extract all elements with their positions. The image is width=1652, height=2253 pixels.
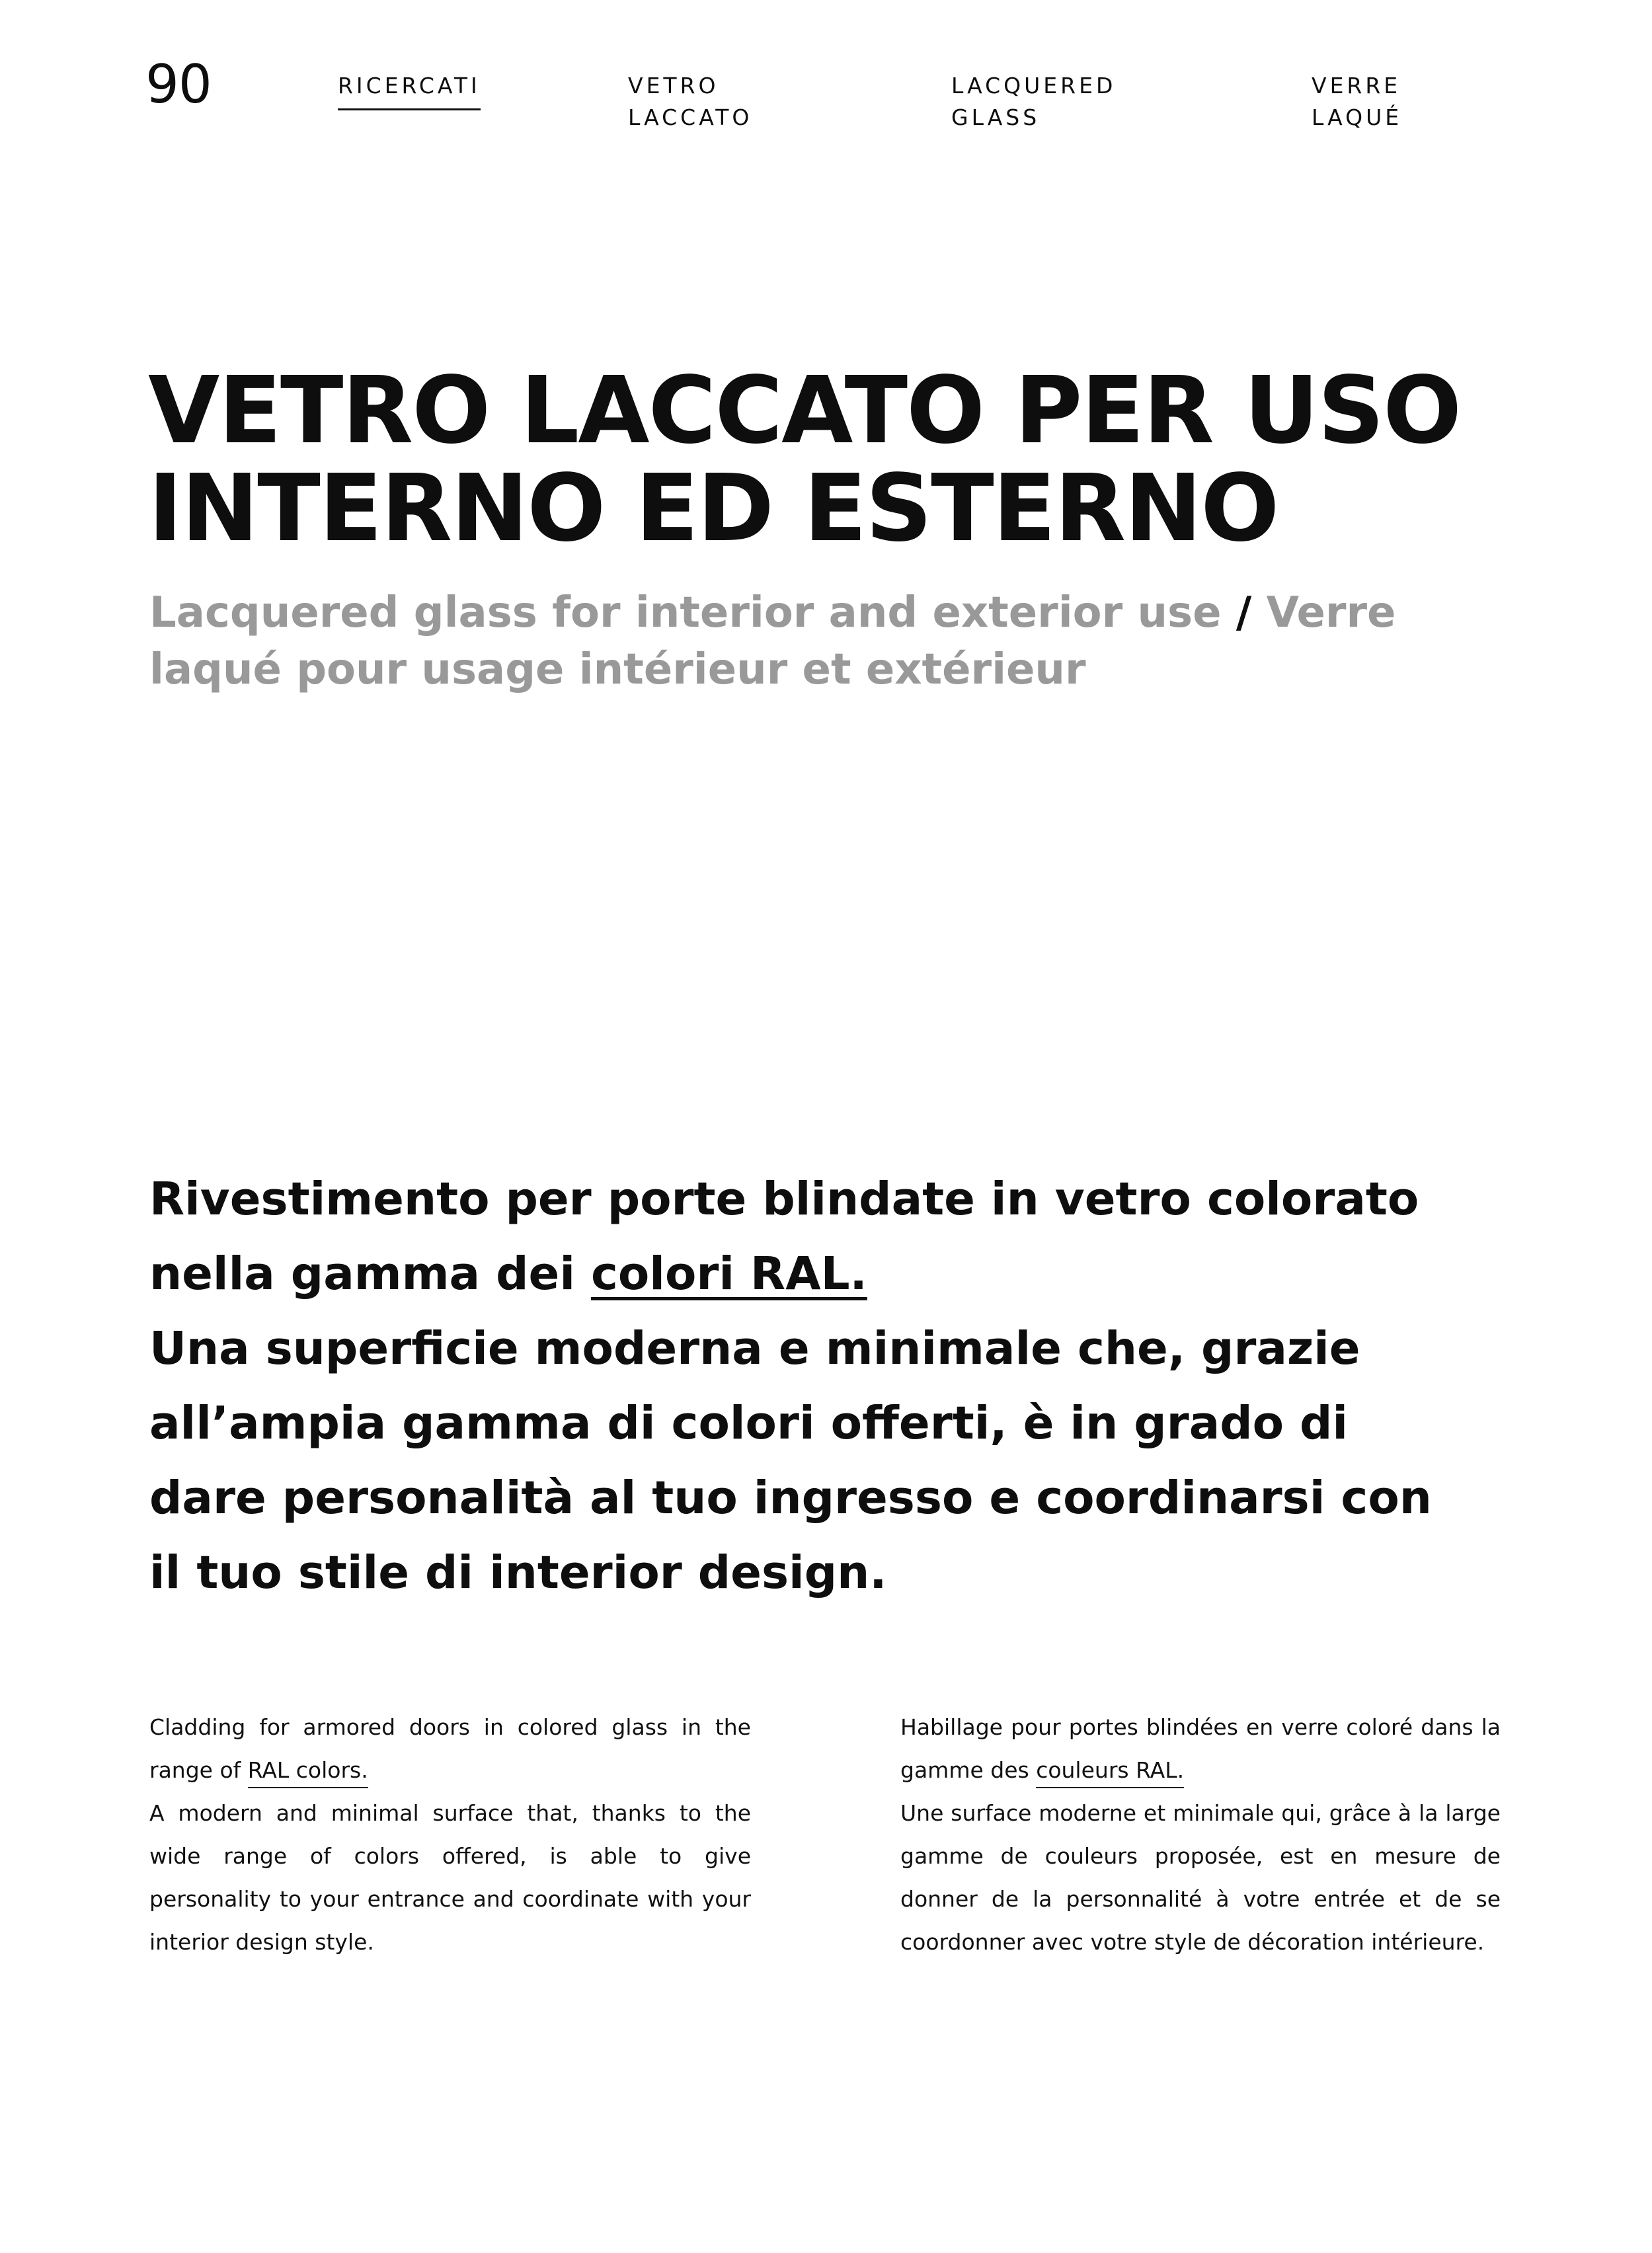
ral-colors-link-fr[interactable]: couleurs RAL. — [1036, 1757, 1184, 1788]
nav-item-label: VETRO — [628, 73, 719, 99]
ral-colors-link-en[interactable]: RAL colors. — [248, 1757, 368, 1788]
nav-item-verre-laque[interactable] — [1312, 70, 1402, 134]
page-number: 90 — [145, 54, 212, 115]
nav-item-lacquered-glass[interactable] — [951, 70, 1116, 134]
intro-text: Rivestimento per porte blindate in vetro colorato nella gamma dei — [149, 1173, 1419, 1300]
body-french — [900, 1706, 1501, 1963]
nav-item-vetro-laccato[interactable] — [628, 70, 752, 134]
intro-paragraph — [149, 1162, 1472, 1312]
nav-item-label: VERRE — [1312, 73, 1401, 99]
page-title-line: VETRO LACCATO PER USO — [148, 357, 1461, 465]
page-subtitle — [149, 584, 1472, 698]
intro-paragraph: Una superficie moderna e minimale che, grazie all’ampia gamma di colori offerti, è in grado di dare personalità al tuo ingresso e coordinarsi con il tuo stile di interior design. — [149, 1322, 1432, 1599]
page-title — [148, 357, 1461, 563]
subtitle-english: Lacquered glass for interior and exterior use — [149, 588, 1222, 637]
body-paragraph — [149, 1706, 751, 1792]
body-english — [149, 1706, 751, 1963]
body-paragraph — [900, 1706, 1501, 1792]
page-title-line: INTERNO ED ESTERNO — [148, 455, 1278, 563]
subtitle-separator: / — [1236, 588, 1252, 637]
nav-item-label: RICERCATI — [338, 70, 481, 110]
ral-colors-link[interactable]: colori RAL. — [591, 1247, 867, 1300]
nav-item-ricercati[interactable] — [338, 70, 481, 110]
nav-item-label: LACCATO — [628, 104, 753, 130]
body-paragraph: Une surface moderne et minimale qui, grâce à la large gamme de couleurs proposée, est en mesure de donner de la personnalité à votre entrée et de se coordonner avec votre style de décoration intérieure. — [900, 1800, 1501, 1955]
body-paragraph: A modern and minimal surface that, thanks to the wide range of colors offered, is able to give personality to your entrance and coordinate with your interior design style. — [149, 1800, 751, 1955]
intro-italian — [149, 1162, 1472, 1610]
subtitle-french: Verre laqué pour usage intérieur et extérieur — [149, 588, 1396, 694]
nav-item-label: GLASS — [951, 104, 1041, 130]
nav-item-label: LACQUERED — [951, 73, 1117, 99]
nav-item-label: LAQUÉ — [1312, 104, 1403, 130]
body-text: Habillage pour portes blindées en verre coloré dans la gamme des — [900, 1714, 1501, 1783]
body-text: Cladding for armored doors in colored glass in the range of — [149, 1714, 751, 1783]
